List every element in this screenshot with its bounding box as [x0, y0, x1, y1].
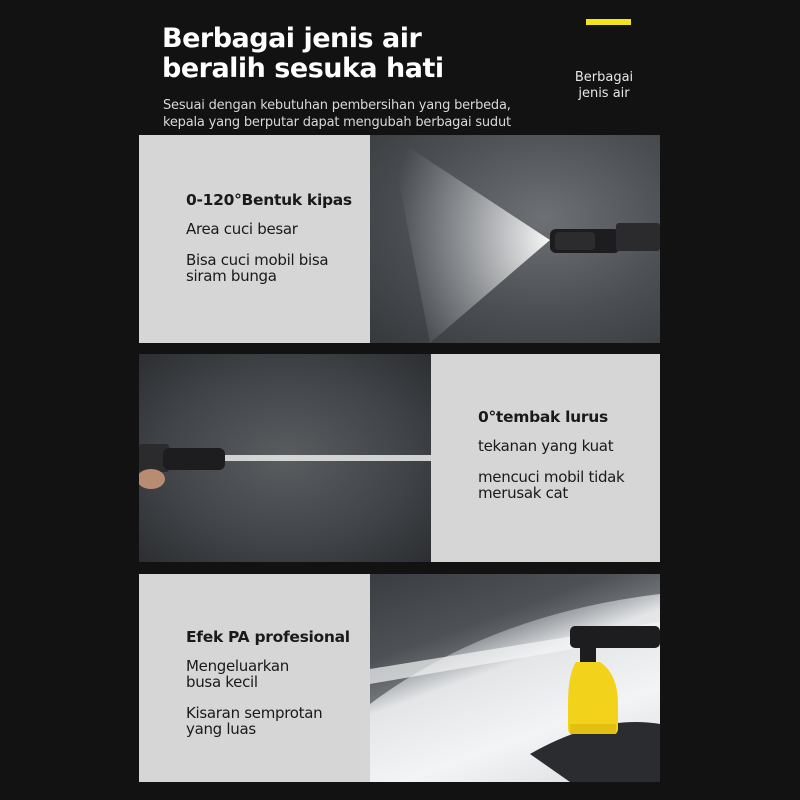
feature-line-text: Mengeluarkan: [186, 657, 289, 675]
feature-text-foam: [139, 574, 370, 782]
feature-title: Efek PA profesional: [186, 628, 350, 646]
feature-title: 0-120°Bentuk kipas: [186, 191, 352, 209]
feature-line-text: mencuci mobil tidak: [478, 468, 625, 486]
subtitle: [163, 97, 511, 131]
feature-line-text: Bisa cuci mobil bisa: [186, 251, 329, 269]
feature-line: [186, 221, 370, 237]
fan-spray-nozzle-icon: [370, 135, 660, 343]
feature-line-text: busa kecil: [186, 673, 258, 691]
subtitle-line-1: Sesuai dengan kebutuhan pembersihan yang berbeda,: [163, 98, 511, 113]
headline-line-2: beralih sesuka hati: [162, 53, 444, 84]
feature-line: [186, 252, 370, 284]
feature-line: [478, 438, 660, 454]
fan-spray-photo: [370, 135, 660, 343]
headline: [162, 24, 444, 84]
feature-panel-fan: [139, 135, 660, 343]
feature-line-text: merusak cat: [478, 484, 568, 502]
accent-bar: [586, 19, 631, 25]
foam-cannon-photo: [370, 574, 660, 782]
feature-text-fan: [139, 135, 370, 343]
feature-panel-foam: [139, 574, 660, 782]
straight-jet-nozzle-icon: [139, 354, 431, 562]
headline-line-1: Berbagai jenis air: [162, 23, 422, 54]
side-tag-line-1: Berbagai: [574, 70, 634, 85]
feature-line: [478, 469, 660, 501]
feature-line-text: Area cuci besar: [186, 220, 298, 238]
feature-line: [186, 705, 370, 737]
feature-line-text: Kisaran semprotan: [186, 704, 323, 722]
feature-title: 0°tembak lurus: [478, 408, 608, 426]
feature-line-text: siram bunga: [186, 267, 277, 285]
feature-line: [186, 658, 370, 690]
feature-panel-jet: [139, 354, 660, 562]
subtitle-line-2: kepala yang berputar dapat mengubah berbagai sudut: [163, 115, 511, 130]
feature-text-jet: [431, 354, 660, 562]
feature-line-text: yang luas: [186, 720, 256, 738]
foam-cannon-nozzle-icon: [370, 574, 660, 782]
feature-line-text: tekanan yang kuat: [478, 437, 614, 455]
side-tag: [566, 70, 642, 102]
side-tag-line-2: jenis air: [578, 86, 630, 101]
straight-jet-photo: [139, 354, 431, 562]
